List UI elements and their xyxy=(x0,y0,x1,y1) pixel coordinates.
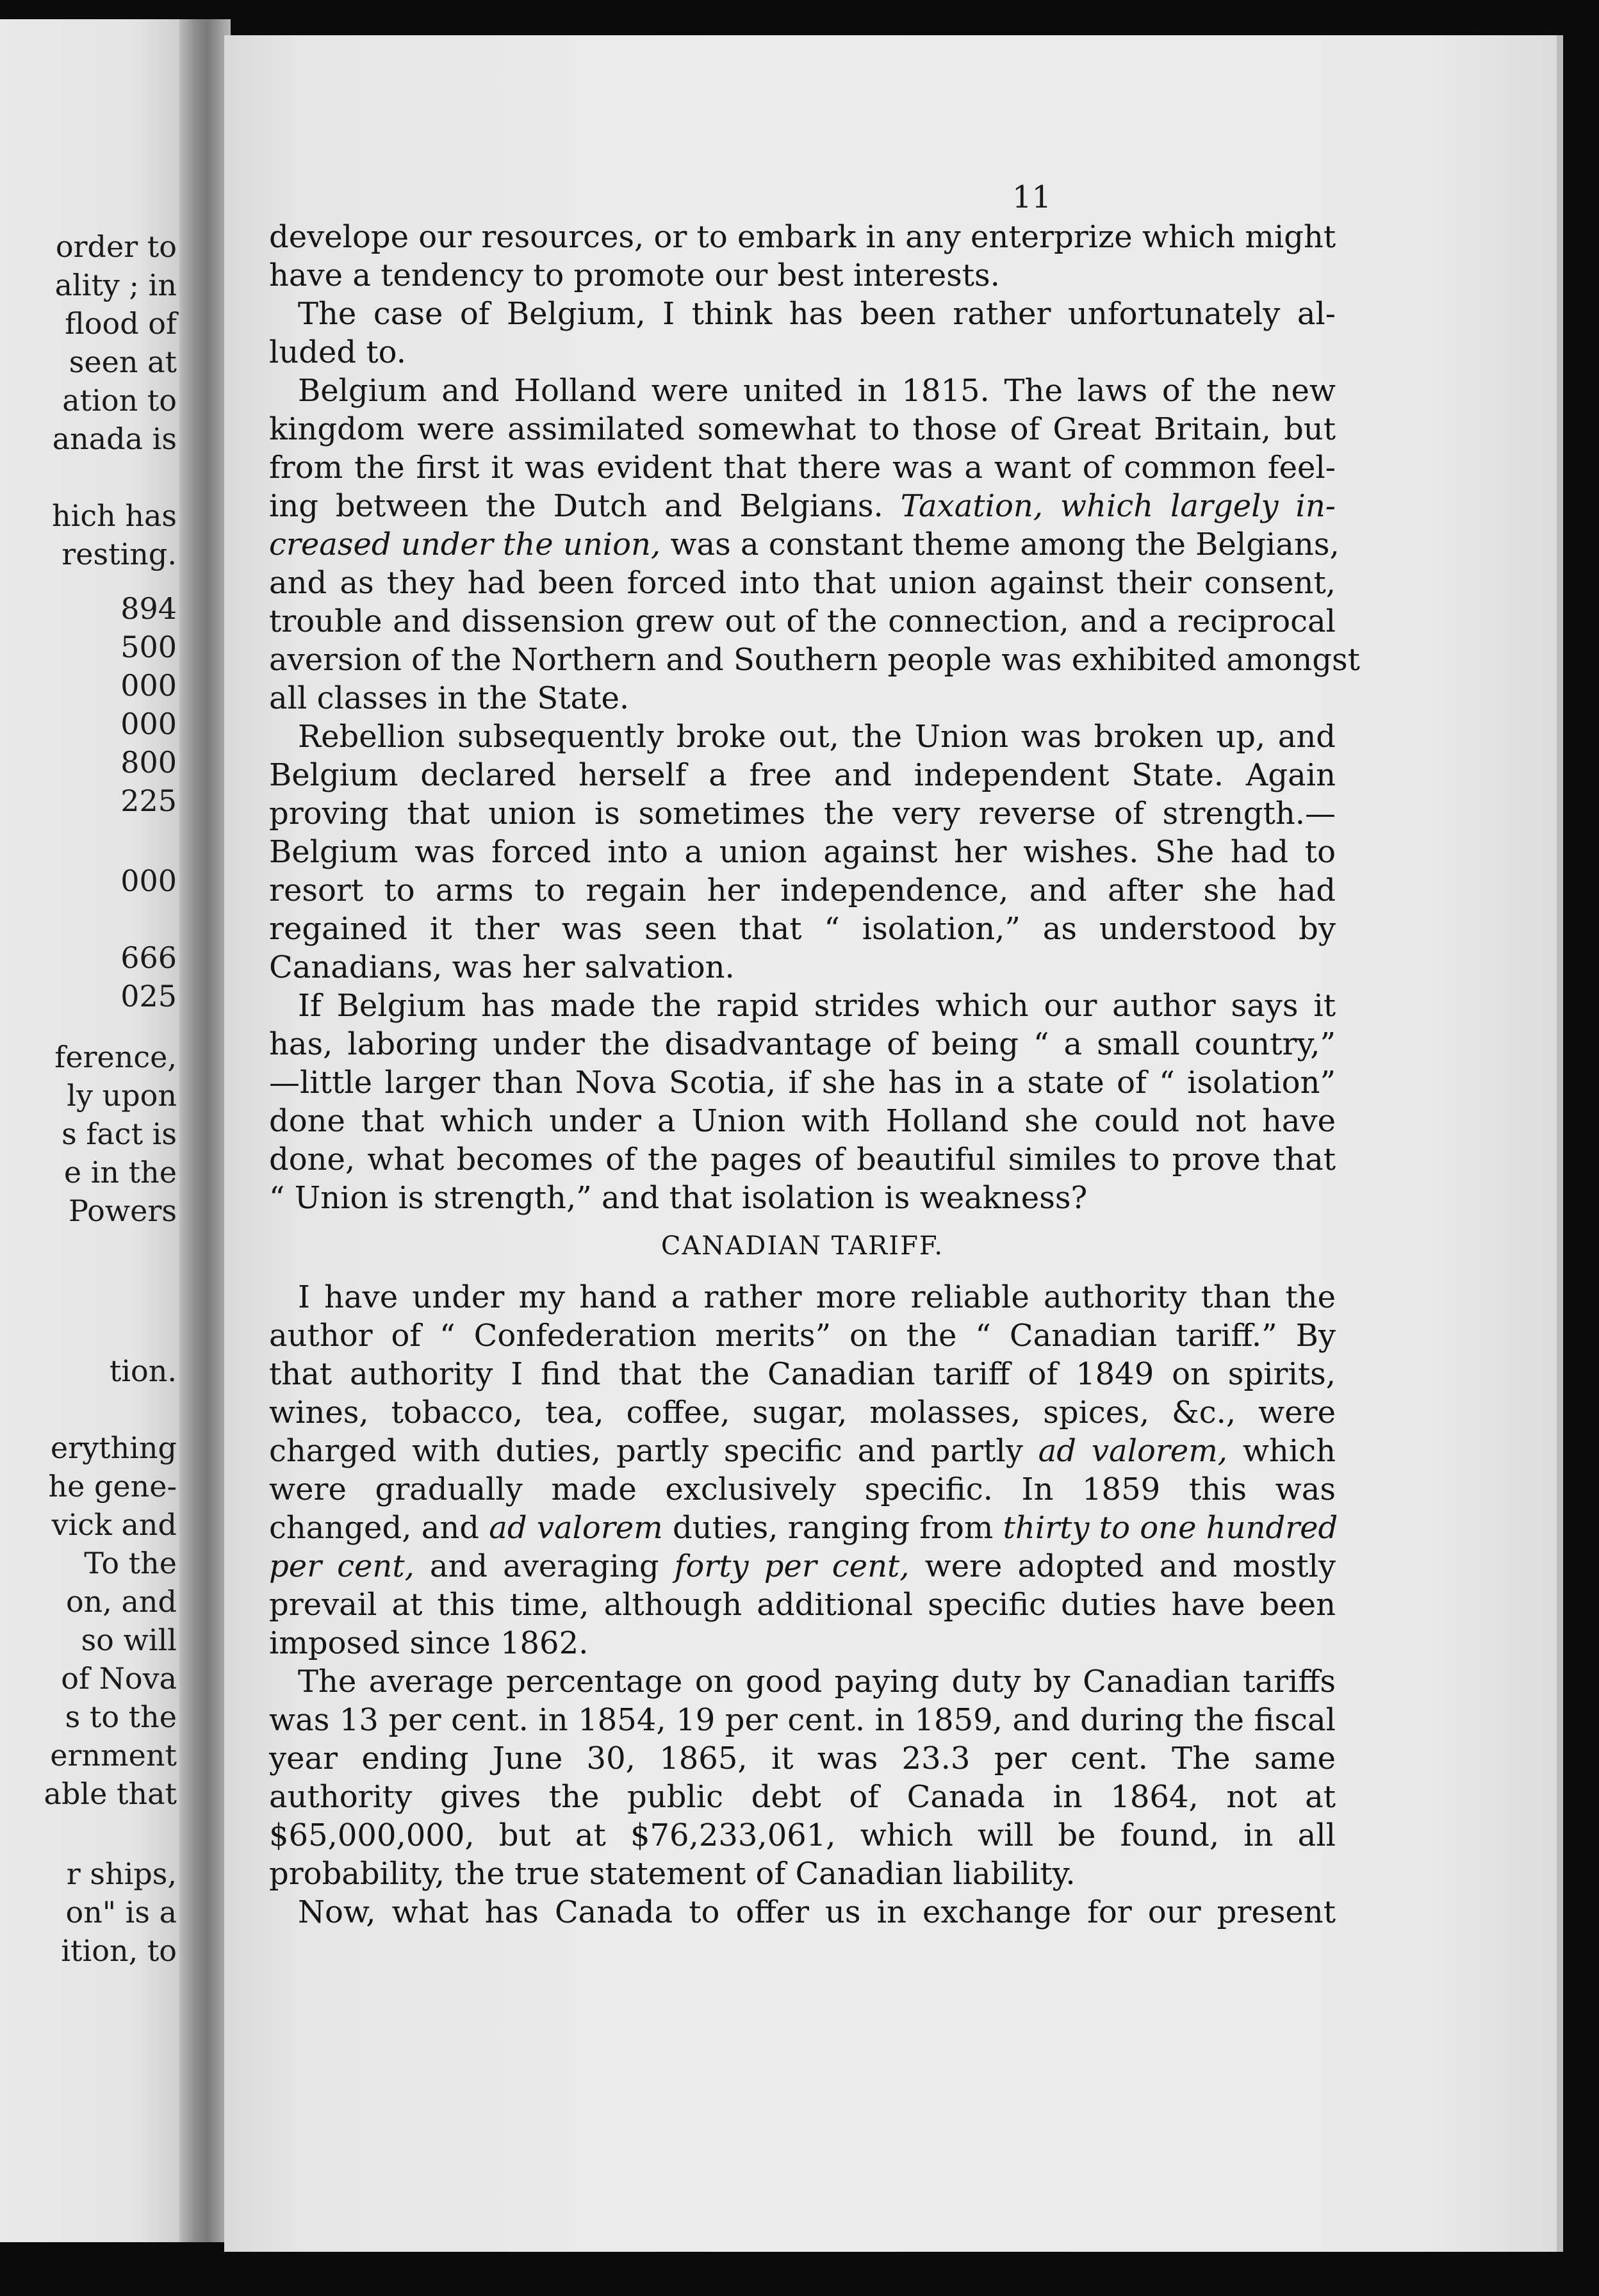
italic-span: ad valorem xyxy=(489,1510,663,1546)
text-line: I have under my hand a rather more reliable authority than the xyxy=(298,1279,1336,1315)
text-span: changed, and xyxy=(269,1510,479,1546)
text-line: probability, the true statement of Canadian liability. xyxy=(269,1856,1076,1892)
left-page-fragment: ernment xyxy=(50,1738,177,1773)
text-line: has, laboring under the disadvantage of being “ a small country,” xyxy=(269,1026,1336,1062)
text-line: If Belgium has made the rapid strides which our author says it xyxy=(298,988,1336,1024)
book-gutter-shadow xyxy=(179,19,231,2242)
text-line: were gradually made exclusively specific. In 1859 this was xyxy=(269,1472,1336,1507)
left-page-fragment: Powers xyxy=(69,1193,177,1228)
left-page-fragment: 025 xyxy=(120,979,177,1013)
left-page-fragment: seen at xyxy=(69,345,177,379)
text-line: The average percentage on good paying duty by Canadian tariffs xyxy=(298,1664,1336,1700)
left-facing-page xyxy=(0,19,192,2242)
text-line: Belgium declared herself a free and independent State. Again xyxy=(269,757,1336,793)
italic-span: creased under the union, xyxy=(269,527,661,562)
text-line: year ending June 30, 1865, it was 23.3 per cent. The same xyxy=(269,1741,1336,1776)
left-page-fragment: 000 xyxy=(120,864,177,898)
left-page-fragment: 225 xyxy=(120,783,177,818)
text-line: author of “ Confederation merits” on the “ Canadian tariff.” By xyxy=(269,1318,1336,1354)
text-line: Now, what has Canada to offer us in exchange for our present xyxy=(298,1894,1336,1930)
left-page-fragment: 000 xyxy=(120,707,177,741)
left-page-fragment: s to the xyxy=(65,1700,177,1734)
italic-span: ad valorem, xyxy=(1038,1433,1227,1469)
left-page-fragment: ly upon xyxy=(67,1078,177,1113)
text-line: and as they had been forced into that union against their consent, xyxy=(269,565,1336,601)
text-line xyxy=(269,487,1336,525)
text-line: develope our resources, or to embark in any enterprize which might xyxy=(269,219,1336,255)
left-page-fragment: ation to xyxy=(62,383,177,418)
text-line: proving that union is sometimes the very reverse of strength.— xyxy=(269,796,1336,832)
text-line: all classes in the State. xyxy=(269,680,630,716)
left-page-fragment: tion. xyxy=(109,1354,177,1388)
text-span: were adopted and mostly xyxy=(924,1548,1336,1584)
text-line: have a tendency to promote our best interests. xyxy=(269,258,1000,293)
text-line: that authority I find that the Canadian tariff of 1849 on spirits, xyxy=(269,1356,1336,1392)
text-line: authority gives the public debt of Canada in 1864, not at xyxy=(269,1779,1336,1815)
left-page-fragment: vick and xyxy=(51,1507,177,1542)
left-page-fragment: so will xyxy=(81,1623,177,1657)
text-line: aversion of the Northern and Southern people was exhibited amongst xyxy=(269,642,1360,678)
text-line: wines, tobacco, tea, coffee, sugar, molasses, spices, &c., were xyxy=(269,1395,1336,1431)
left-page-fragment: 894 xyxy=(120,591,177,626)
left-page-fragment: e in the xyxy=(63,1155,177,1190)
left-page-fragment: ality ; in xyxy=(54,268,177,302)
left-page-fragment: hich has xyxy=(51,498,177,533)
left-page-fragment: 000 xyxy=(120,668,177,703)
text-line: Rebellion subsequently broke out, the Union was broken up, and xyxy=(298,719,1336,755)
left-page-fragment: on" is a xyxy=(65,1895,177,1930)
left-page-fragment: on, and xyxy=(65,1584,177,1619)
left-page-fragment: of Nova xyxy=(61,1661,177,1696)
text-span: ing between the Dutch and Belgians. xyxy=(269,488,883,524)
text-line: from the first it was evident that there was a want of common feel- xyxy=(269,450,1336,486)
text-line: Belgium and Holland were united in 1815. The laws of the new xyxy=(298,373,1336,409)
page-number: 11 xyxy=(1012,179,1052,215)
left-page-fragment: 800 xyxy=(120,745,177,780)
text-span: charged with duties, partly specific and partly xyxy=(269,1433,1023,1469)
text-line: done, what becomes of the pages of beautiful similes to prove that xyxy=(269,1142,1336,1177)
left-page-fragment: s fact is xyxy=(62,1117,177,1151)
italic-span: Taxation, which largely in- xyxy=(900,488,1336,524)
italic-span: thirty to one hundred xyxy=(1003,1510,1338,1546)
left-page-fragment: ition, to xyxy=(61,1933,177,1968)
text-line: done that which under a Union with Holland she could not have xyxy=(269,1103,1336,1139)
left-page-fragment: he gene- xyxy=(48,1469,177,1504)
left-page-fragment: anada is xyxy=(52,422,177,456)
left-page-fragment: flood of xyxy=(65,306,177,341)
text-line: “ Union is strength,” and that isolation is weakness? xyxy=(269,1180,1088,1216)
text-line: luded to. xyxy=(269,334,406,370)
section-heading: CANADIAN TARIFF. xyxy=(660,1231,944,1261)
text-line: resort to arms to regain her independence, and after she had xyxy=(269,873,1336,908)
text-line xyxy=(269,525,1340,564)
text-line: Belgium was forced into a union against her wishes. She had to xyxy=(269,834,1336,870)
text-line xyxy=(269,1509,1336,1547)
text-line: trouble and dissension grew out of the connection, and a reciprocal xyxy=(269,603,1336,639)
left-page-fragment: resting. xyxy=(62,537,177,571)
text-line: —little larger than Nova Scotia, if she has in a state of “ isolation” xyxy=(269,1065,1336,1101)
left-page-fragment: order to xyxy=(55,229,177,264)
text-span: which xyxy=(1242,1433,1336,1469)
text-line: $65,000,000, but at $76,233,061, which will be found, in all xyxy=(269,1817,1336,1853)
text-span: was a constant theme among the Belgians, xyxy=(670,527,1340,562)
left-page-fragment: r ships, xyxy=(66,1857,177,1891)
text-line xyxy=(269,1547,1336,1586)
text-span: and averaging xyxy=(429,1548,659,1584)
text-line xyxy=(269,1432,1336,1470)
left-page-fragment: able that xyxy=(44,1776,177,1811)
text-line: Canadians, was her salvation. xyxy=(269,949,735,985)
text-line: prevail at this time, although additional specific duties have been xyxy=(269,1587,1336,1623)
text-line: imposed since 1862. xyxy=(269,1625,589,1661)
text-line: was 13 per cent. in 1854, 19 per cent. in 1859, and during the fiscal xyxy=(269,1702,1336,1738)
left-page-fragment: ference, xyxy=(54,1040,177,1074)
text-span: duties, ranging from xyxy=(672,1510,994,1546)
left-page-fragment: To the xyxy=(84,1546,177,1580)
text-line: regained it ther was seen that “ isolation,” as understood by xyxy=(269,911,1336,947)
text-line: The case of Belgium, I think has been rather unfortunately al- xyxy=(298,296,1336,332)
left-page-fragment: 666 xyxy=(120,940,177,975)
text-line: kingdom were assimilated somewhat to those of Great Britain, but xyxy=(269,411,1336,447)
left-page-fragment: erything xyxy=(50,1431,177,1465)
left-page-fragment: 500 xyxy=(120,630,177,664)
italic-span: per cent, xyxy=(269,1548,414,1584)
italic-span: forty per cent, xyxy=(674,1548,910,1584)
